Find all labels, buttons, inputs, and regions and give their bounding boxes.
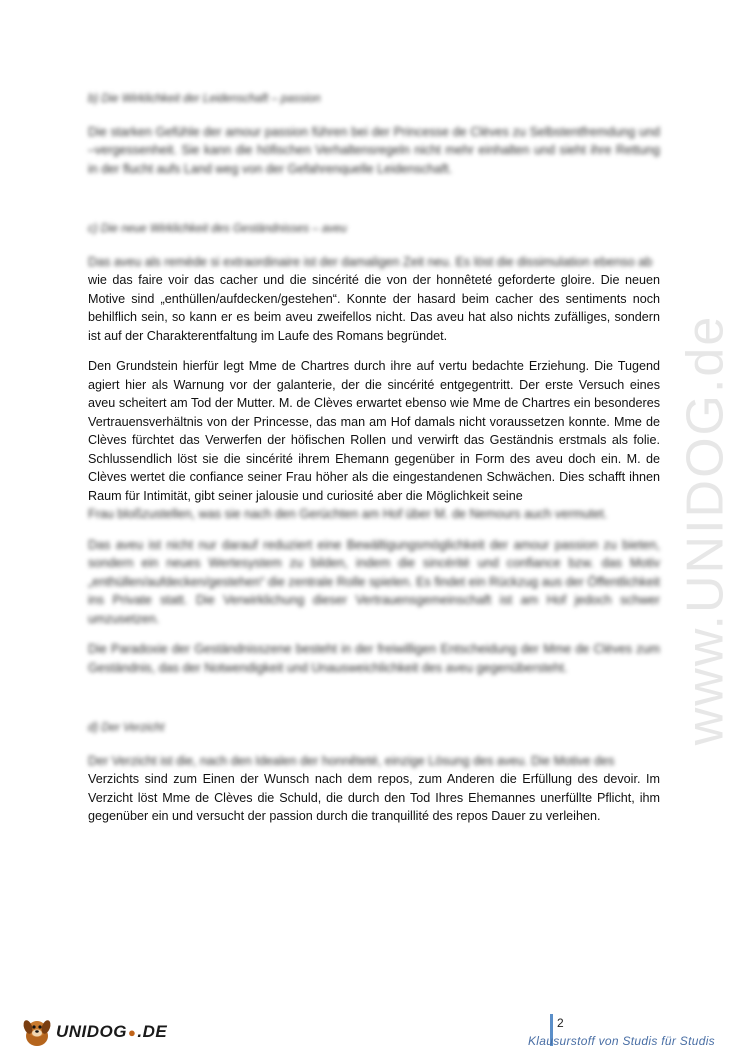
section-d-heading: d) Der Verzicht: [88, 722, 165, 734]
paw-icon: ●: [128, 1024, 137, 1040]
watermark-text: www.UNIDOG.de: [676, 314, 734, 746]
section-d-paragraph: Verzichts sind zum Einen der Wunsch nach dem repos, zum Anderen die Erfüllung des devoir. Im Verzicht löst Mme de Clèves die Schuld, die durch den Tod Ihres Ehemannes unerfüllte Pflicht, ihm gegenüber ein und versucht der passion durch die tranquillité des repos Dauer zu verleihen.: [88, 772, 660, 823]
logo-text-right: .DE: [137, 1022, 168, 1041]
section-d-clear: [88, 770, 660, 826]
section-c-paragraph-1: wie das faire voir das cacher und die sincérité die von der honnêteté geforderte gloire. Die neuen Motive sind „enthüllen/aufdecken/gestehen“. Konnte der hasard beim cacher des sentiments noch behilflich sein, so kann er es beim aveu zweifellos nicht. Das aveu hat also nichts zufälliges, sondern ist auf der Charakterentfaltung im Laufe des Romans begründet.: [88, 273, 660, 343]
section-c-paragraph-2: Den Grundstein hierfür legt Mme de Chartres durch ihre auf vertu bedachte Erziehung. Die Tugend agiert hier als Warnung vor der galanterie, der die sincérité entgegentritt. Der erste Versuch eines aveu scheitert am Tod der Mutter. M. de Clèves erwartet ebenso wie Mme de Chartres ein besonderes Vertrauensverhältnis von der Princesse, das man am Hof damals nicht voraussetzen konnte. Mme de Clèves fürchtet das Verwerfen der höfischen Rollen und verwirft das Geständnis erstmals als folie. Schlussendlich löst sie die sincérité ihrem Ehemann gegenüber in Form des aveu doch ein. M. de Clèves wertet die confiance seiner Frau höher als die eingestandenen Schwächen. Dies schafft ihnen Raum für Intimität, gibt seiner jalousie und curiosité aber die Möglichkeit seine: [88, 359, 660, 503]
section-d-blurred: [88, 719, 660, 770]
section-b-paragraph: Die starken Gefühle der amour passion führen bei der Princesse de Clèves zu Selbstentfremdung und –vergessenheit. Sie kann die höfischen Verhaltensregeln nicht mehr einhalten und sieht ihre Rettung in der flucht aufs Land weg von der Gefahrenquelle Leidenschaft.: [88, 124, 660, 176]
logo-text: [56, 1022, 167, 1042]
section-c-first-line: Das aveu als remède si extraordinaire ist der damaligen Zeit neu. Es löst die dissimulation ebenso ab: [88, 254, 653, 269]
footer-tagline: Klausurstoff von Studis für Studis: [528, 1034, 715, 1048]
section-c-paragraph-4: Die Paradoxie der Geständnisszene besteht in der freiwilligen Entscheidung der Mme de Clèves zum Geständnis, das der Notwendigkeit und Unausweichlichkeit des aveu gegenübersteht.: [88, 642, 660, 675]
section-d-first-line: Der Verzicht ist die, nach den Idealen der honnêteté, einzige Lösung des aveu. Die Motive des: [88, 753, 615, 768]
section-c-paragraph-2-end: Frau bloßzustellen, was sie nach den Gerüchten am Hof über M. de Nemours auch vermutet.: [88, 507, 608, 521]
section-c-paragraph-3: Das aveu ist nicht nur darauf reduziert eine Bewältigungsmöglichkeit der amour passion zu bieten, sondern ein neues Wertesystem zu bilden, indem die sincérité und confiance bzw. das Motiv „enthüllen/aufdecken/gestehen“ die zentrale Rolle spielen. Es findet ein Rückzug aus der Öffentlichkeit ins Private statt. Die Verwirklichung dieser Vertrauensgemeinschaft ist am Hof jedoch schwer umzusetzen.: [88, 537, 660, 626]
section-b-heading: b) Die Wirklichkeit der Leidenschaft – passion: [88, 93, 321, 105]
section-b: [88, 90, 660, 178]
section-c-heading: c) Die neue Wirklichkeit des Geständnisses – aveu: [88, 223, 347, 235]
section-c-blurred: [88, 505, 660, 677]
logo-text-left: UNIDOG: [56, 1022, 127, 1041]
document-body: [88, 90, 660, 838]
dog-mascot-icon: [20, 1015, 54, 1049]
section-c-clear: [88, 271, 660, 505]
unidog-logo[interactable]: [20, 1012, 168, 1052]
section-c-heading-block: [88, 220, 660, 271]
page-number: 2: [557, 1016, 564, 1030]
